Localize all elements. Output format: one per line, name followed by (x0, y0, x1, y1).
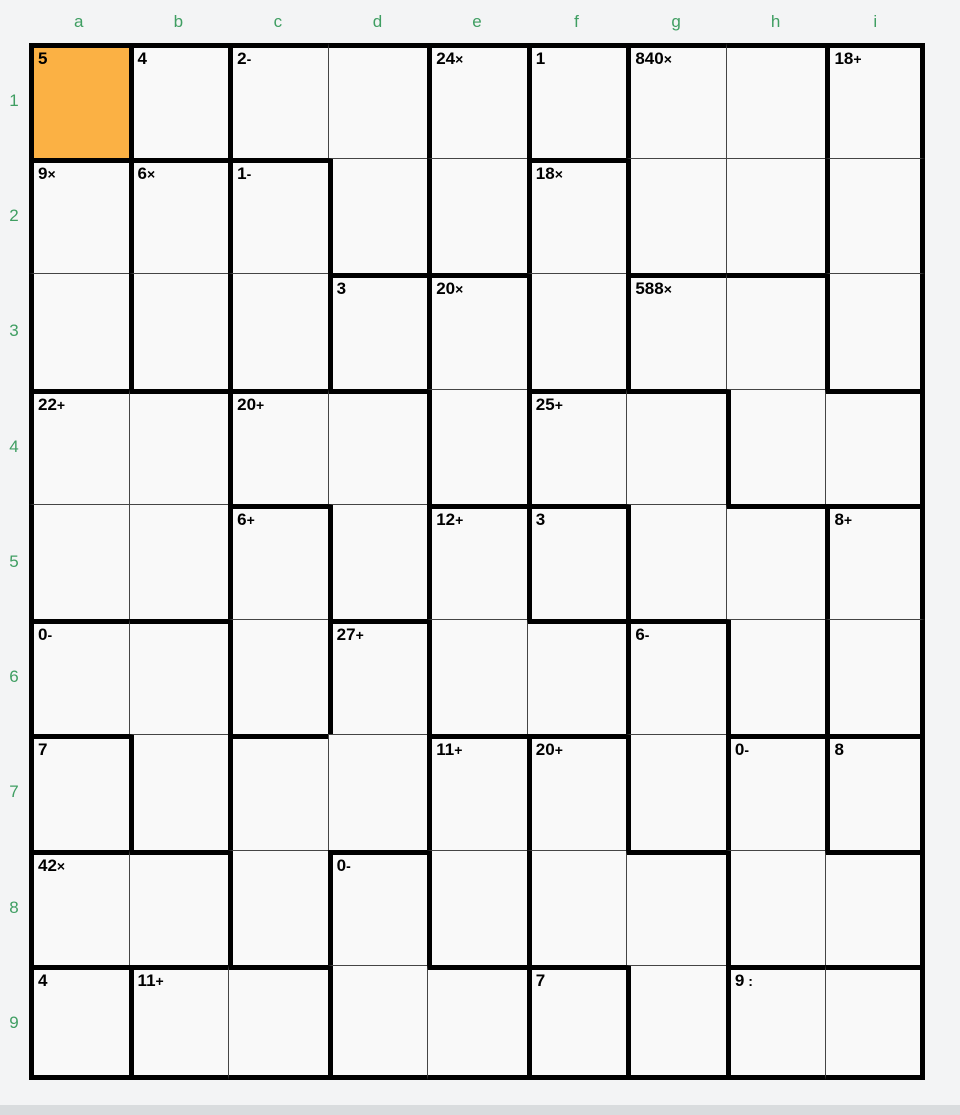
cage-clue: 4 (137, 49, 148, 68)
cage-clue (237, 164, 251, 184)
cage-clue (138, 971, 164, 991)
cage-clue-operator: + (246, 511, 255, 528)
cell-e2[interactable] (427, 158, 527, 273)
cell-f1[interactable] (527, 43, 627, 158)
column-label-e: e (472, 12, 482, 31)
cell-a5[interactable] (29, 504, 129, 619)
cage-clue-value: 1 (237, 164, 247, 184)
cage-clue (635, 279, 672, 299)
column-label-g: g (671, 12, 681, 31)
cage-clue-operator: + (554, 396, 563, 413)
cage-clue-operator: + (355, 627, 364, 644)
cell-c6[interactable] (228, 619, 328, 734)
cage-clue (436, 279, 463, 299)
cage-clue-value: 6 (237, 509, 247, 529)
cage-clue-value: 24 (436, 49, 456, 68)
cell-i6[interactable] (825, 619, 925, 734)
cage-clue (38, 856, 65, 876)
cell-g6[interactable] (626, 619, 726, 734)
cell-g1[interactable] (626, 43, 726, 158)
column-label-h: h (770, 12, 781, 31)
cage-clue (436, 740, 462, 760)
cage-clue-value: 9 (38, 164, 48, 184)
cage-clue-operator: : (744, 972, 753, 989)
cage-clue: 4 (38, 970, 48, 990)
cage-clue (38, 395, 65, 415)
cell-f9[interactable] (527, 965, 627, 1080)
cage-clue-value: 8 (834, 509, 844, 529)
cage-clue: 7 (38, 740, 48, 760)
row-label-9: 9 (9, 1012, 19, 1032)
cell-e8[interactable] (427, 850, 527, 965)
cage-clue (536, 164, 563, 184)
cell-h1[interactable] (726, 43, 826, 158)
row-label-4: 4 (9, 436, 19, 456)
cage-clue-value: 18 (834, 49, 854, 68)
cage-clue-operator: + (554, 742, 563, 759)
cage-clue-value: 11 (137, 970, 156, 990)
cell-d2[interactable] (328, 158, 428, 273)
cage-clue-operator: + (256, 396, 265, 413)
column-label-c: c (273, 12, 283, 31)
row-label-1: 1 (9, 91, 19, 110)
cell-g8[interactable] (626, 850, 726, 965)
cell-a1[interactable] (29, 43, 129, 158)
cage-clue-value: 22 (38, 394, 57, 414)
footer-bar (0, 1105, 960, 1115)
cage-clue-value: 0 (336, 855, 347, 875)
cage-clue-value: 840 (635, 49, 664, 68)
cage-clue-operator: - (246, 51, 252, 67)
cage-clue-value: 6 (137, 164, 148, 184)
cage-clue-operator: + (853, 51, 862, 67)
cell-f6[interactable] (527, 619, 627, 734)
column-label-a: a (74, 12, 84, 31)
row-label-3: 3 (9, 321, 19, 341)
cage-clue (138, 164, 156, 184)
cell-h6[interactable] (726, 619, 826, 734)
cell-c8[interactable] (228, 850, 328, 965)
column-label-b: b (173, 12, 184, 31)
cell-i2[interactable] (825, 158, 925, 273)
cage-clue (834, 49, 861, 69)
cage-clue-value: 27 (336, 625, 356, 645)
cage-clue: 7 (535, 970, 546, 990)
cell-i8[interactable] (825, 850, 925, 965)
cell-c9[interactable] (228, 965, 328, 1080)
cage-clue (735, 971, 753, 991)
cage-clue: 8 (834, 740, 844, 760)
cage-clue-operator: × (663, 51, 672, 67)
cell-b2[interactable] (129, 158, 229, 273)
cage-clue-operator: × (47, 166, 56, 183)
cage-clue (337, 856, 351, 876)
cell-e6[interactable] (427, 619, 527, 734)
cell-b4[interactable] (129, 389, 229, 504)
cage-clue (237, 510, 255, 530)
cell-f3[interactable] (527, 273, 627, 388)
cell-a4[interactable] (29, 389, 129, 504)
cage-clue (38, 164, 56, 184)
cage-clue-operator: - (744, 742, 750, 759)
cage-clue (337, 625, 364, 645)
cell-c5[interactable] (228, 504, 328, 619)
cage-clue-value: 12 (436, 509, 456, 529)
cell-b1[interactable] (129, 43, 229, 158)
row-label-7: 7 (9, 782, 19, 802)
cage-clue-operator: × (147, 166, 156, 183)
cell-f8[interactable] (527, 850, 627, 965)
cage-clue-value: 9 (734, 970, 745, 990)
cell-c2[interactable] (228, 158, 328, 273)
cell-a2[interactable] (29, 158, 129, 273)
cell-f2[interactable] (527, 158, 627, 273)
row-label-5: 5 (9, 551, 19, 571)
cell-d1[interactable] (328, 43, 428, 158)
cell-i1[interactable] (825, 43, 925, 158)
row-label-8: 8 (9, 897, 19, 917)
cage-clue-value: 20 (436, 279, 456, 299)
cell-i4[interactable] (825, 389, 925, 504)
cage-clue-value: 25 (535, 394, 555, 414)
cell-d4[interactable] (328, 389, 428, 504)
cell-c7[interactable] (228, 734, 328, 849)
cell-d5[interactable] (328, 504, 428, 619)
cell-h4[interactable] (726, 389, 826, 504)
cell-b8[interactable] (129, 850, 229, 965)
cage-clue (536, 740, 563, 760)
cage-clue (237, 395, 264, 415)
cage-clue (436, 510, 463, 530)
cage-clue-value: 11 (436, 740, 455, 760)
cage-clue-value: 42 (38, 855, 57, 875)
cell-b5[interactable] (129, 504, 229, 619)
cell-d3[interactable] (328, 273, 428, 388)
cell-c3[interactable] (228, 273, 328, 388)
cell-f5[interactable] (527, 504, 627, 619)
cage-clue: 3 (336, 279, 347, 299)
cage-clue-operator: + (454, 742, 463, 759)
cell-e1[interactable] (427, 43, 527, 158)
cage-clue-operator: - (346, 857, 351, 874)
cage-clue-operator: + (155, 972, 164, 989)
cell-e9[interactable] (427, 965, 527, 1080)
cage-clue-value: 20 (237, 394, 257, 414)
cell-e3[interactable] (427, 273, 527, 388)
cage-clue: 1 (535, 49, 546, 68)
cell-f4[interactable] (527, 389, 627, 504)
cage-clue-operator: × (663, 281, 672, 298)
cell-b7[interactable] (129, 734, 229, 849)
cage-clue: 5 (38, 49, 48, 68)
cage-clue-value: 0 (734, 740, 745, 760)
cell-b9[interactable] (129, 965, 229, 1080)
cell-i5[interactable] (825, 504, 925, 619)
cell-h8[interactable] (726, 850, 826, 965)
cell-g3[interactable] (626, 273, 726, 388)
cell-d9[interactable] (328, 965, 428, 1080)
cell-i9[interactable] (825, 965, 925, 1080)
cage-clue-operator: × (56, 857, 66, 874)
cage-clue (635, 625, 649, 645)
cage-clue (635, 49, 672, 69)
cage-clue-value: 20 (535, 740, 555, 760)
cell-h5[interactable] (726, 504, 826, 619)
cell-b3[interactable] (129, 273, 229, 388)
cell-g7[interactable] (626, 734, 726, 849)
cell-i7[interactable] (825, 734, 925, 849)
cell-d6[interactable] (328, 619, 428, 734)
cell-e5[interactable] (427, 504, 527, 619)
cage-clue (237, 49, 251, 69)
cage-clue-operator: × (554, 166, 563, 183)
cell-a7[interactable] (29, 734, 129, 849)
cell-b6[interactable] (129, 619, 229, 734)
cage-clue-value: 2 (237, 49, 247, 68)
cage-clue-value: 6 (635, 625, 645, 645)
cell-g5[interactable] (626, 504, 726, 619)
cage-clue-operator: + (843, 511, 853, 528)
cage-clue-operator: - (246, 166, 252, 183)
cell-g4[interactable] (626, 389, 726, 504)
cage-clue (834, 510, 852, 530)
cell-c1[interactable] (228, 43, 328, 158)
cell-h9[interactable] (726, 965, 826, 1080)
cage-clue-operator: - (47, 627, 53, 644)
cage-clue-operator: + (455, 511, 464, 528)
cage-clue-operator: × (455, 281, 464, 298)
cage-clue-operator: + (56, 396, 66, 413)
cage-clue-operator: × (455, 51, 464, 67)
cage-clue (38, 625, 52, 645)
cage-clue: 3 (535, 509, 546, 529)
row-label-6: 6 (9, 667, 19, 687)
row-label-2: 2 (9, 206, 19, 226)
cell-f7[interactable] (527, 734, 627, 849)
puzzle-grid (29, 43, 925, 1080)
cell-a6[interactable] (29, 619, 129, 734)
cell-h3[interactable] (726, 273, 826, 388)
cell-e7[interactable] (427, 734, 527, 849)
cell-a9[interactable] (29, 965, 129, 1080)
cell-a8[interactable] (29, 850, 129, 965)
cell-d8[interactable] (328, 850, 428, 965)
cage-clue (735, 740, 749, 760)
cage-clue (536, 395, 563, 415)
column-label-f: f (574, 12, 579, 31)
cage-clue (436, 49, 463, 69)
cage-clue-value: 588 (635, 279, 664, 299)
cage-clue-value: 0 (38, 625, 48, 645)
cell-e4[interactable] (427, 389, 527, 504)
cell-c4[interactable] (228, 389, 328, 504)
cell-g2[interactable] (626, 158, 726, 273)
cell-a3[interactable] (29, 273, 129, 388)
cell-d7[interactable] (328, 734, 428, 849)
cage-clue-operator: - (644, 627, 650, 644)
column-label-i: i (873, 12, 878, 31)
cell-h2[interactable] (726, 158, 826, 273)
cell-h7[interactable] (726, 734, 826, 849)
column-label-d: d (372, 12, 383, 31)
cell-g9[interactable] (626, 965, 726, 1080)
cell-i3[interactable] (825, 273, 925, 388)
cage-clue-value: 18 (535, 164, 555, 184)
